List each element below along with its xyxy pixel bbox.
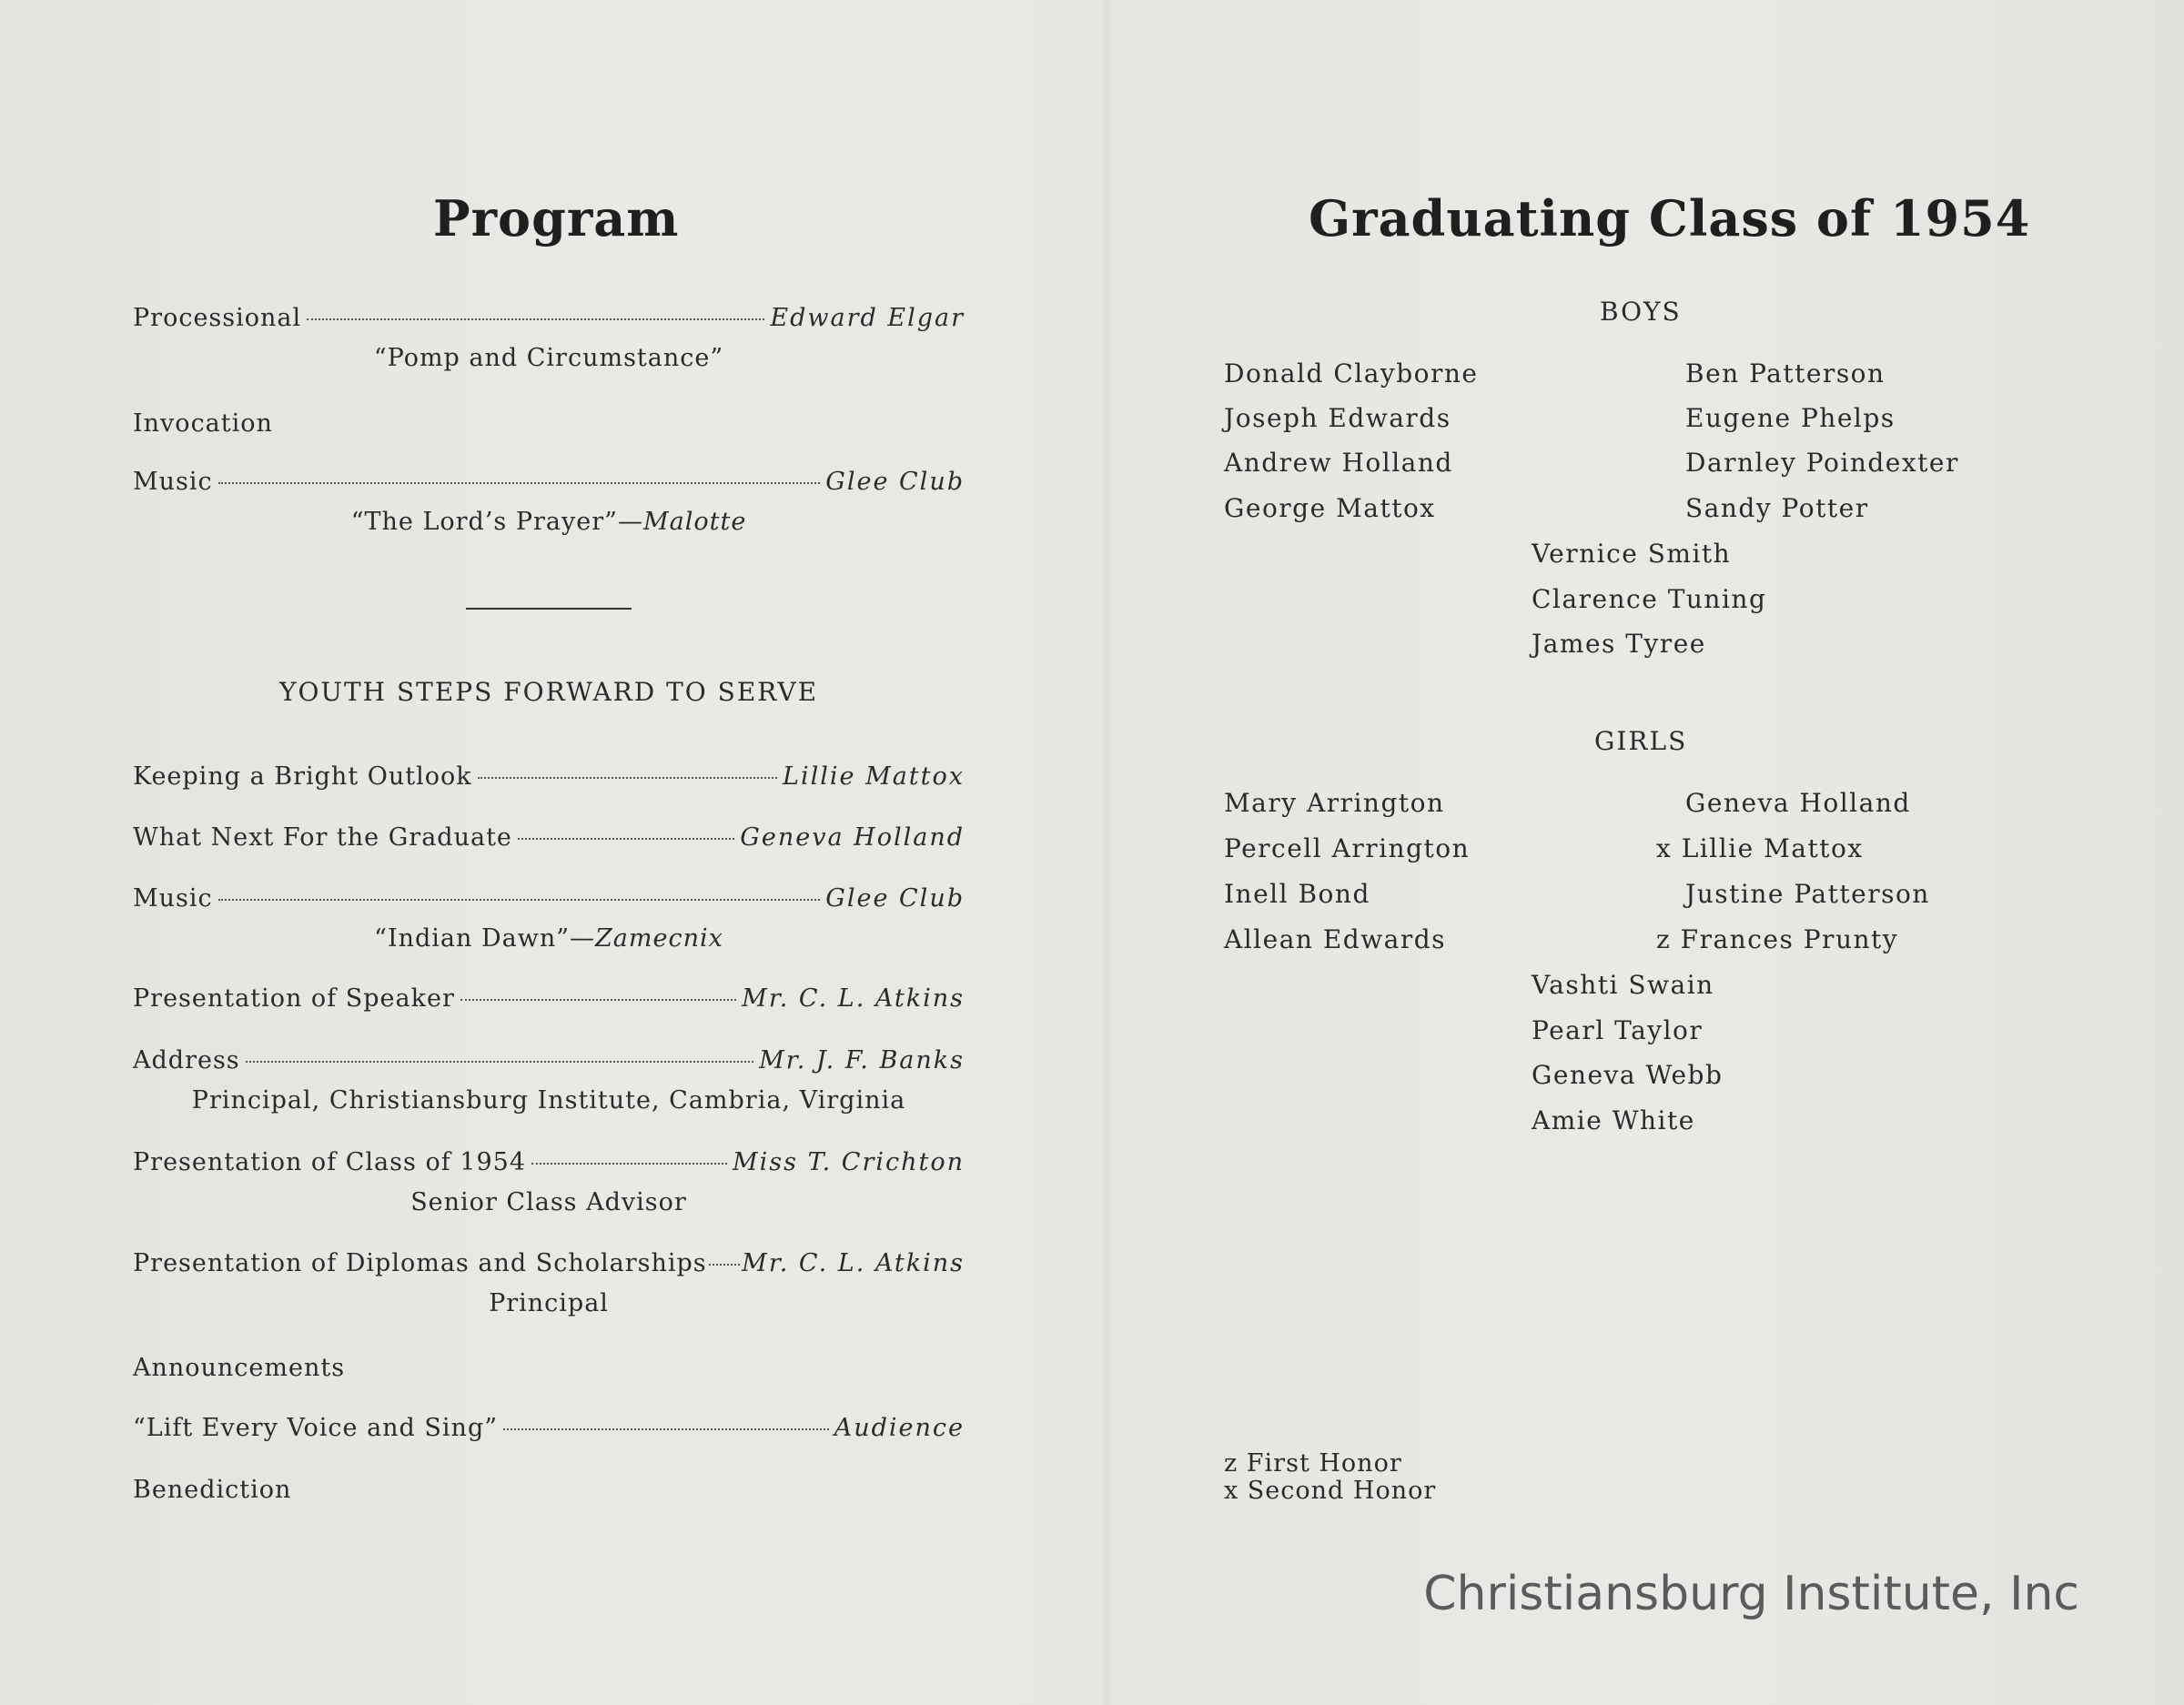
program-item-subtitle: Principal — [489, 1289, 609, 1317]
boys-heading: BOYS — [1600, 297, 1682, 327]
program-item-subtitle — [133, 924, 965, 953]
program-item-label: Presentation of Speaker — [133, 984, 455, 1013]
program-item-label: Benediction — [133, 1476, 292, 1504]
program-item-label: Announcements — [133, 1354, 346, 1382]
graduate-name: Mary Arrington — [1224, 788, 1445, 818]
graduate-name: Pearl Taylor — [1532, 1015, 1704, 1045]
program-item-performer: Lillie Mattox — [783, 762, 965, 791]
dot-leader — [503, 1428, 829, 1430]
program-item-performer: Geneva Holland — [740, 823, 965, 852]
graduate-name: Joseph Edwards — [1224, 403, 1451, 433]
graduate-name: Amie White — [1532, 1105, 1695, 1135]
program-item-subtitle: Principal, Christiansburg Institute, Cambria, Virginia — [191, 1086, 906, 1115]
program-item-label: Music — [133, 468, 213, 496]
program-item — [133, 1414, 965, 1450]
program-item — [133, 1148, 965, 1185]
honor-legend — [1224, 1450, 1436, 1505]
program-item-label: Presentation of Diplomas and Scholarships — [133, 1249, 707, 1277]
program-item — [133, 1046, 965, 1083]
graduate-name: Eugene Phelps — [1685, 403, 1896, 433]
dot-leader — [478, 777, 777, 779]
dot-leader — [518, 838, 734, 840]
graduate-name: x Lillie Mattox — [1656, 833, 1864, 863]
graduate-name: James Tyree — [1532, 629, 1706, 659]
program-item — [133, 468, 965, 504]
program-item-subtitle: “Pomp and Circumstance” — [373, 344, 724, 372]
graduate-name: Ben Patterson — [1685, 358, 1886, 388]
graduate-name: Percell Arrington — [1224, 833, 1471, 863]
song-composer: Malotte — [642, 508, 747, 536]
program-item-performer: Mr. C. L. Atkins — [742, 984, 965, 1013]
dot-leader — [709, 1264, 741, 1266]
program-item — [133, 984, 965, 1021]
dot-leader — [531, 1163, 727, 1165]
song-title: “The Lord’s Prayer”— — [350, 508, 643, 536]
dot-leader — [307, 318, 764, 320]
watermark: Christiansburg Institute, Inc — [1423, 1567, 2079, 1621]
program-item — [133, 762, 965, 799]
graduate-name: Geneva Holland — [1685, 788, 1911, 818]
dot-leader — [218, 482, 821, 484]
second-honor-key: x Second Honor — [1224, 1477, 1437, 1505]
program-item-subtitle — [133, 508, 965, 536]
program-item — [133, 1249, 965, 1286]
program-item-performer: Mr. J. F. Banks — [759, 1046, 965, 1074]
graduate-name: Vernice Smith — [1532, 539, 1732, 569]
graduate-name: Vashti Swain — [1532, 970, 1714, 1000]
section-title: YOUTH STEPS FORWARD TO SERVE — [278, 677, 819, 707]
program-item-performer: Edward Elgar — [770, 304, 965, 332]
dot-leader — [218, 899, 821, 901]
program-item-label: Keeping a Bright Outlook — [133, 762, 472, 791]
program-item-performer: Audience — [834, 1414, 965, 1442]
graduate-name: Andrew Holland — [1224, 448, 1453, 478]
dot-leader — [460, 999, 736, 1001]
graduate-name: Inell Bond — [1224, 879, 1370, 909]
program-item-label: Music — [133, 884, 213, 913]
graduate-name: Geneva Webb — [1532, 1060, 1724, 1090]
program-item-performer: Miss T. Crichton — [733, 1148, 965, 1176]
graduate-name: Allean Edwards — [1224, 924, 1447, 954]
graduate-name: z Frances Prunty — [1656, 924, 1899, 954]
program-item-performer: Glee Club — [825, 468, 965, 496]
program-item-label: “Lift Every Voice and Sing” — [133, 1414, 499, 1442]
graduate-name: Justine Patterson — [1685, 879, 1930, 909]
song-title: “Indian Dawn”— — [374, 924, 596, 953]
program-item — [133, 304, 965, 340]
graduate-name: Donald Clayborne — [1224, 358, 1479, 388]
dot-leader — [246, 1061, 753, 1063]
girls-heading: GIRLS — [1594, 726, 1688, 756]
program-item-label: What Next For the Graduate — [133, 823, 512, 852]
program-item-subtitle: Senior Class Advisor — [410, 1188, 687, 1216]
program-item — [133, 823, 965, 860]
first-honor-key: z First Honor — [1224, 1449, 1402, 1478]
graduating-title: Graduating Class of 1954 — [1309, 189, 2031, 247]
program-item-label: Processional — [133, 304, 302, 332]
program-item-label: Invocation — [133, 409, 273, 438]
program-item-label: Presentation of Class of 1954 — [133, 1148, 526, 1176]
song-composer: Zamecnix — [595, 924, 723, 953]
page-fold — [1101, 0, 1114, 1705]
graduate-name: Clarence Tuning — [1532, 584, 1767, 614]
graduate-name: Darnley Poindexter — [1685, 448, 1959, 478]
program-item-label: Address — [133, 1046, 240, 1074]
graduate-name: Sandy Potter — [1685, 493, 1869, 523]
section-divider — [466, 608, 632, 610]
program-item-performer: Mr. C. L. Atkins — [742, 1249, 965, 1277]
graduate-name: George Mattox — [1224, 493, 1436, 523]
program-title: Program — [433, 189, 680, 247]
program-item — [133, 884, 965, 921]
program-list — [133, 0, 965, 1705]
program-item-performer: Glee Club — [825, 884, 965, 913]
